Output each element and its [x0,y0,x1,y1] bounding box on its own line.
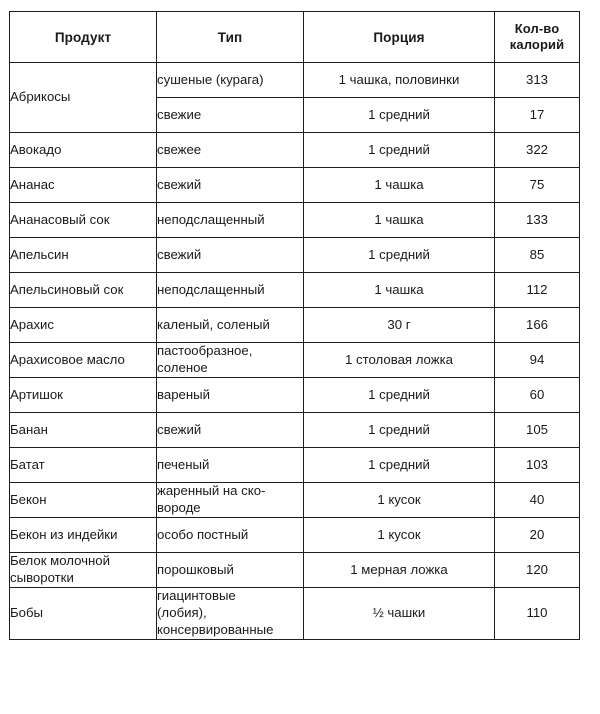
cell-type: свежий [157,238,304,273]
cell-type: вареный [157,378,304,413]
cell-portion: 30 г [304,308,495,343]
cell-portion: 1 столовая ложка [304,343,495,378]
table-row [10,273,580,308]
cell-product [10,553,157,588]
table-row [10,588,580,640]
table-row [10,203,580,238]
cell-calories: 103 [495,448,580,483]
cell-portion: 1 средний [304,448,495,483]
cell-product: Апельсин [10,238,157,273]
cell-type: неподслащенный [157,273,304,308]
cell-type: свежие [157,98,304,133]
table-row [10,378,580,413]
cell-type: порошковый [157,553,304,588]
cell-type: сушеные (курага) [157,63,304,98]
cell-product: Арахис [10,308,157,343]
cell-portion: 1 средний [304,378,495,413]
column-header-calories [495,12,580,63]
cell-type-line1: пастообразное, [157,343,253,359]
cell-portion: 1 чашка [304,203,495,238]
cell-calories: 120 [495,553,580,588]
cell-type: каленый, соленый [157,308,304,343]
table-body [10,63,580,640]
cell-portion: 1 чашка, половинки [304,63,495,98]
table-header [10,12,580,63]
cell-calories: 105 [495,413,580,448]
cell-calories: 17 [495,98,580,133]
cell-portion: 1 кусок [304,483,495,518]
cell-type: печеный [157,448,304,483]
cell-calories: 94 [495,343,580,378]
table-row [10,483,580,518]
cell-type-line3: консервированные [157,621,274,637]
cell-product: Батат [10,448,157,483]
column-header-calories-line1: Кол-во [514,20,560,36]
cell-product: Абрикосы [10,63,157,133]
cell-calories: 75 [495,168,580,203]
cell-portion: 1 кусок [304,518,495,553]
cell-calories: 40 [495,483,580,518]
cell-portion: ½ чашки [304,588,495,640]
cell-portion: 1 чашка [304,273,495,308]
table-row [10,413,580,448]
cell-type [157,343,304,378]
column-header-product: Продукт [10,12,157,63]
table-row [10,518,580,553]
cell-portion: 1 средний [304,238,495,273]
table-row [10,133,580,168]
cell-calories: 166 [495,308,580,343]
cell-type-line1: гиацинтовые [157,588,236,603]
cell-type [157,588,304,640]
table-row [10,168,580,203]
cell-product-line1: Белок молочной [10,553,111,569]
cell-calories: 322 [495,133,580,168]
cell-type: особо постный [157,518,304,553]
table-row [10,448,580,483]
cell-product: Артишок [10,378,157,413]
cell-type-line1: жаренный на ско- [157,483,266,499]
cell-type: неподслащенный [157,203,304,238]
cell-type-line2: (лобия), [157,604,207,620]
table-row [10,308,580,343]
cell-type-line2: вороде [157,500,201,515]
cell-product: Ананасовый сок [10,203,157,238]
cell-type: свежее [157,133,304,168]
nutrition-table-container [9,11,579,640]
cell-portion: 1 средний [304,133,495,168]
cell-product: Авокадо [10,133,157,168]
cell-calories: 20 [495,518,580,553]
table-row [10,343,580,378]
cell-type: свежий [157,168,304,203]
cell-portion: 1 средний [304,413,495,448]
table-row [10,553,580,588]
table-row [10,238,580,273]
cell-product: Апельсиновый сок [10,273,157,308]
cell-product-line2: сыворотки [10,570,74,585]
cell-type: свежий [157,413,304,448]
cell-product: Бекон [10,483,157,518]
cell-calories: 85 [495,238,580,273]
column-header-type: Тип [157,12,304,63]
cell-type-line2: соленое [157,360,208,375]
cell-calories: 60 [495,378,580,413]
cell-product: Бекон из индейки [10,518,157,553]
column-header-portion: Порция [304,12,495,63]
cell-calories: 313 [495,63,580,98]
table-row [10,63,580,98]
cell-product: Ананас [10,168,157,203]
cell-product: Бобы [10,588,157,640]
table-header-row [10,12,580,63]
cell-type [157,483,304,518]
cell-product: Банан [10,413,157,448]
cell-portion: 1 мерная ложка [304,553,495,588]
cell-calories: 112 [495,273,580,308]
cell-calories: 133 [495,203,580,238]
cell-portion: 1 средний [304,98,495,133]
cell-product: Арахисовое масло [10,343,157,378]
cell-calories: 110 [495,588,580,640]
cell-portion: 1 чашка [304,168,495,203]
column-header-calories-line2: калорий [509,37,565,52]
nutrition-table [9,11,580,640]
